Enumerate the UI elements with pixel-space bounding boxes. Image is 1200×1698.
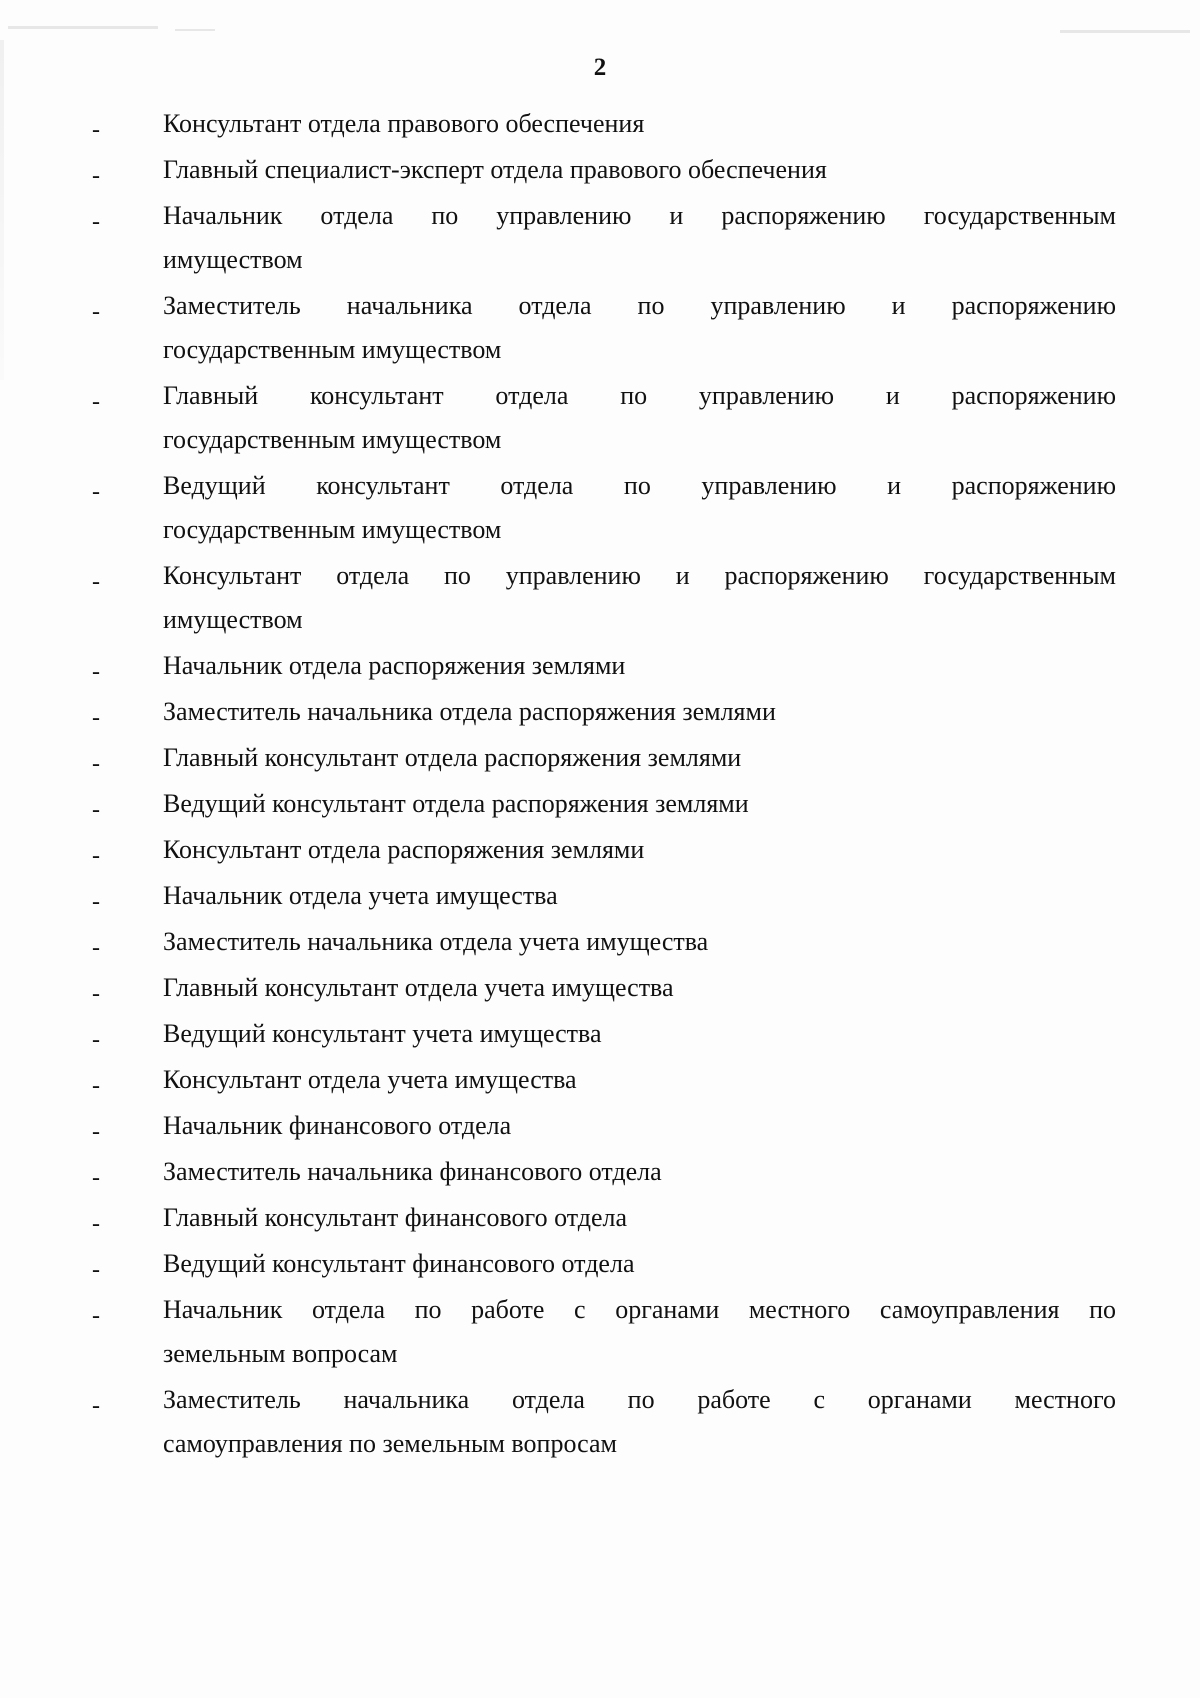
list-item-text <box>163 554 1116 642</box>
list-bullet-dash: - <box>92 705 100 731</box>
list-item-text <box>163 644 1116 688</box>
list-item-line: Ведущий консультант финансового отдела <box>163 1249 635 1278</box>
list-item-text <box>163 690 1116 734</box>
list-item-text <box>163 1242 1116 1286</box>
list-item-line: государственным имуществом <box>163 425 502 454</box>
list-item-line: Заместитель начальника финансового отдела <box>163 1157 662 1186</box>
scan-edge-shadow <box>0 40 4 380</box>
list-item-line: Главный консультант отдела по управлению и распоряжению <box>163 381 1116 410</box>
list-item-line: Начальник отдела учета имущества <box>163 881 558 910</box>
list-bullet-dash: - <box>92 751 100 777</box>
list-item-line: Консультант отдела учета имущества <box>163 1065 577 1094</box>
list-item-text <box>163 1288 1116 1376</box>
list-item-text <box>163 1058 1116 1102</box>
list-item-line: Главный консультант финансового отдела <box>163 1203 628 1232</box>
list-item-text <box>163 736 1116 780</box>
list-bullet-dash: - <box>92 797 100 823</box>
list-bullet-dash: - <box>92 389 100 415</box>
list-item-line: Начальник отдела по работе с органами местного самоуправления по <box>163 1295 1116 1324</box>
list-item-line: государственным имуществом <box>163 515 502 544</box>
list-item-line: Консультант отдела правового обеспечения <box>163 109 645 138</box>
list-item-line: имуществом <box>163 245 303 274</box>
list-item-line: Консультант отдела по управлению и распоряжению государственным <box>163 561 1116 590</box>
scan-artifact <box>8 26 158 29</box>
list-item-line: самоуправления по земельным вопросам <box>163 1429 617 1458</box>
list-item-line: Главный консультант отдела учета имущества <box>163 973 674 1002</box>
list-item-text <box>163 148 1116 192</box>
list-item-line: Начальник отдела распоряжения землями <box>163 651 626 680</box>
list-item-line: Ведущий консультант отдела по управлению и распоряжению <box>163 471 1116 500</box>
list-bullet-dash: - <box>92 1303 100 1329</box>
page-number: 2 <box>593 54 607 81</box>
list-item-text <box>163 464 1116 552</box>
list-item-line: государственным имуществом <box>163 335 502 364</box>
list-bullet-dash: - <box>92 659 100 685</box>
list-item-line: Заместитель начальника отдела учета имущества <box>163 927 709 956</box>
list-item-text <box>163 1012 1116 1056</box>
list-bullet-dash: - <box>92 117 100 143</box>
list-item-line: имуществом <box>163 605 303 634</box>
list-item-line: Консультант отдела распоряжения землями <box>163 835 645 864</box>
list-item-text <box>163 782 1116 826</box>
list-bullet-dash: - <box>92 1165 100 1191</box>
list-bullet-dash: - <box>92 981 100 1007</box>
list-item-text <box>163 1196 1116 1240</box>
list-item-text <box>163 102 1116 146</box>
list-item-line: Начальник финансового отдела <box>163 1111 512 1140</box>
list-item-line: Ведущий консультант отдела распоряжения землями <box>163 789 749 818</box>
list-item-line: Заместитель начальника отдела по работе с органами местного <box>163 1385 1116 1414</box>
list-item-text <box>163 828 1116 872</box>
list-item-line: Главный специалист-эксперт отдела правового обеспечения <box>163 155 827 184</box>
list-item-text <box>163 284 1116 372</box>
list-item-text <box>163 374 1116 462</box>
list-item-text <box>163 1378 1116 1466</box>
list-bullet-dash: - <box>92 1393 100 1419</box>
list-bullet-dash: - <box>92 1119 100 1145</box>
list-bullet-dash: - <box>92 163 100 189</box>
list-item-line: Главный консультант отдела распоряжения землями <box>163 743 742 772</box>
list-item-text <box>163 194 1116 282</box>
list-bullet-dash: - <box>92 1027 100 1053</box>
list-item-text <box>163 1150 1116 1194</box>
list-bullet-dash: - <box>92 1211 100 1237</box>
list-bullet-dash: - <box>92 843 100 869</box>
list-item-line: Ведущий консультант учета имущества <box>163 1019 602 1048</box>
list-item-line: Заместитель начальника отдела по управлению и распоряжению <box>163 291 1116 320</box>
list-bullet-dash: - <box>92 935 100 961</box>
list-item-text <box>163 874 1116 918</box>
list-bullet-dash: - <box>92 299 100 325</box>
list-item-line: земельным вопросам <box>163 1339 398 1368</box>
list-bullet-dash: - <box>92 1073 100 1099</box>
list-item-text <box>163 1104 1116 1148</box>
list-bullet-dash: - <box>92 479 100 505</box>
list-bullet-dash: - <box>92 1257 100 1283</box>
list-item-text <box>163 966 1116 1010</box>
list-item-text <box>163 920 1116 964</box>
scan-artifact <box>175 29 215 31</box>
list-item-line: Начальник отдела по управлению и распоряжению государственным <box>163 201 1116 230</box>
list-bullet-dash: - <box>92 889 100 915</box>
list-bullet-dash: - <box>92 569 100 595</box>
list-item-line: Заместитель начальника отдела распоряжения землями <box>163 697 776 726</box>
scan-artifact <box>1060 30 1190 33</box>
list-bullet-dash: - <box>92 209 100 235</box>
